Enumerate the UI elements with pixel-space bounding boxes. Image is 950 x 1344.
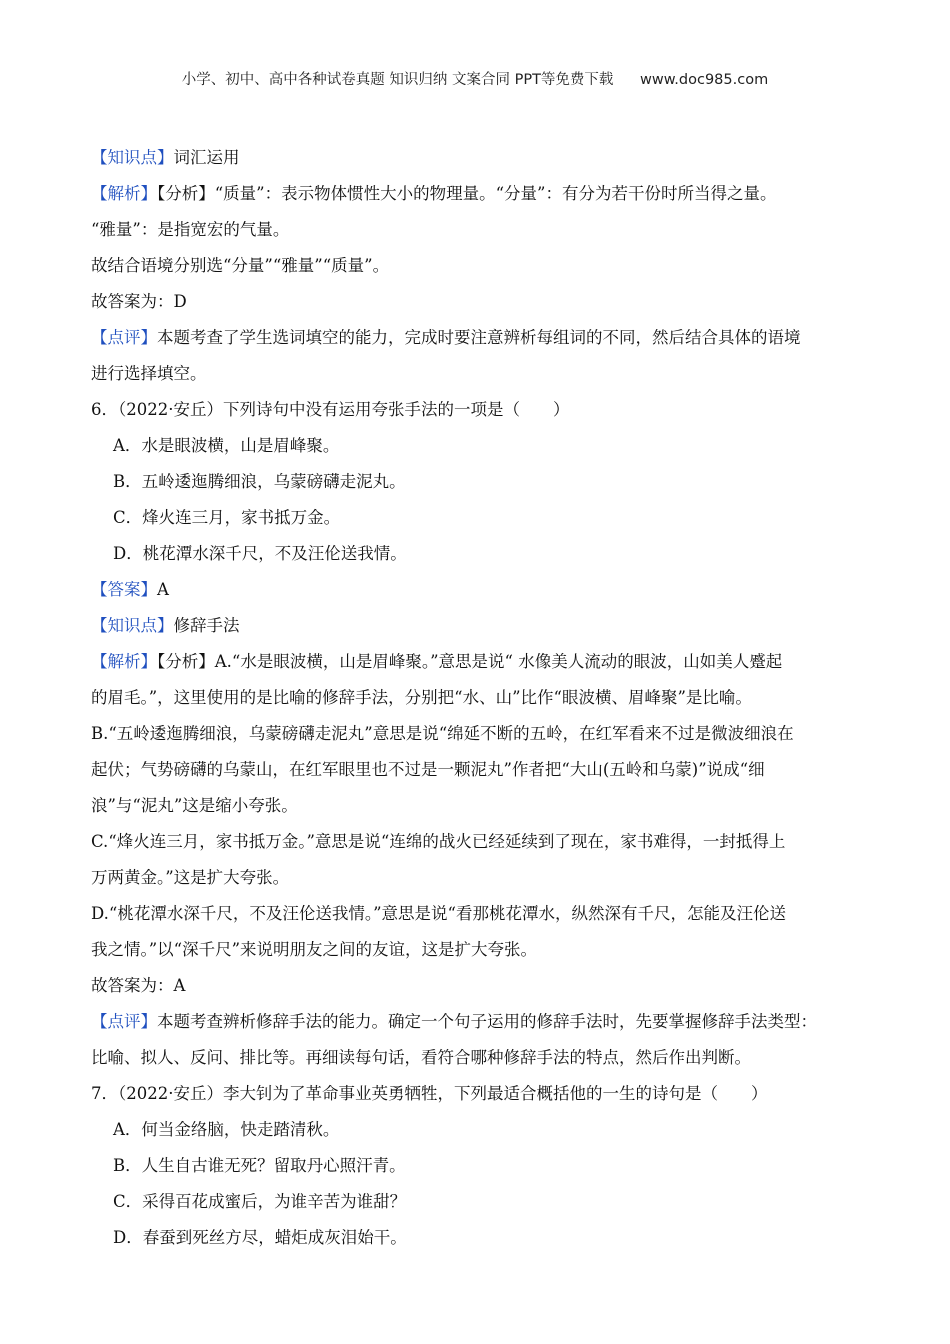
- review-text: 本题考查辨析修辞手法的能力。确定一个句子运用的修辞手法时，先要掌握修辞手法类型：: [157, 1012, 817, 1031]
- review-text: 本题考查了学生选词填空的能力，完成时要注意辨析每组词的不同，然后结合具体的语境: [157, 328, 801, 347]
- analysis-line: 浪”与“泥丸”这是缩小夸张。: [91, 796, 298, 815]
- analysis-line: [91, 176, 861, 212]
- question-7-option-d: D．春蚕到死丝方尽，蜡炬成灰泪始干。: [113, 1228, 407, 1247]
- review-line: [91, 1004, 861, 1040]
- knowledge-tag: 【知识点】: [91, 148, 174, 167]
- analysis-line: “雅量”：是指宽宏的气量。: [91, 220, 290, 239]
- analysis-line: B.“五岭逶迤腾细浪，乌蒙磅礴走泥丸”意思是说“绵延不断的五岭，在红军看来不过是微波细浪在: [91, 724, 794, 743]
- question-6-option-d: D．桃花潭水深千尺，不及汪伦送我情。: [113, 544, 407, 563]
- page-header: [0, 68, 950, 89]
- analysis-line: 我之情。”以“深千尺”来说明朋友之间的友谊，这是扩大夸张。: [91, 940, 538, 959]
- header-site[interactable]: www.doc985.com: [640, 72, 769, 88]
- header-title: 小学、初中、高中各种试卷真题 知识归纳 文案合同 PPT等免费下载: [181, 72, 614, 88]
- analysis-text: 【分析】A.“水是眼波横，山是眉峰聚。”意思是说“ 水像美人流动的眼波，山如美人蹙起: [157, 652, 783, 671]
- question-6-option-a: A．水是眼波横，山是眉峰聚。: [113, 436, 340, 455]
- analysis-tag: 【解析】: [91, 184, 157, 203]
- question-7-stem: 7．（2022·安丘）李大钊为了革命事业英勇牺牲，下列最适合概括他的一生的诗句是（ ）: [91, 1084, 768, 1103]
- final-answer-line: 故答案为：A: [91, 976, 186, 995]
- knowledge-text: 修辞手法: [173, 616, 240, 635]
- analysis-line: [91, 644, 861, 680]
- conclusion-line: 故结合语境分别选“分量”“雅量”“质量”。: [91, 256, 390, 275]
- analysis-line: C.“烽火连三月，家书抵万金。”意思是说“连绵的战火已经延续到了现在，家书难得，一封抵得上: [91, 832, 786, 851]
- question-7-option-b: B．人生自古谁无死？留取丹心照汗青。: [113, 1156, 406, 1175]
- question-7-option-a: A．何当金络脑，快走踏清秋。: [113, 1120, 340, 1139]
- answer-line: [91, 572, 861, 608]
- question-6-option-b: B．五岭逶迤腾细浪，乌蒙磅礴走泥丸。: [113, 472, 406, 491]
- knowledge-tag: 【知识点】: [91, 616, 174, 635]
- review-line: 进行选择填空。: [91, 364, 207, 383]
- question-6-option-c: C．烽火连三月，家书抵万金。: [113, 508, 341, 527]
- answer-tag: 【答案】: [91, 580, 157, 599]
- analysis-line: D.“桃花潭水深千尺，不及汪伦送我情。”意思是说“看那桃花潭水，纵然深有千尺，怎能及汪伦送: [91, 904, 786, 923]
- analysis-line: 起伏；气势磅礴的乌蒙山，在红军眼里也不过是一颗泥丸”作者把“大山(五岭和乌蒙)”说成“细: [91, 760, 765, 779]
- analysis-line: 万两黄金。”这是扩大夸张。: [91, 868, 290, 887]
- question-6-stem: 6．（2022·安丘）下列诗句中没有运用夸张手法的一项是（ ）: [91, 400, 570, 419]
- review-tag: 【点评】: [91, 1012, 157, 1031]
- question-7-option-c: C．采得百花成蜜后，为谁辛苦为谁甜？: [113, 1192, 407, 1211]
- knowledge-text: 词汇运用: [173, 148, 240, 167]
- review-line: 比喻、拟人、反问、排比等。再细读每句话，看符合哪种修辞手法的特点，然后作出判断。: [91, 1048, 751, 1067]
- knowledge-line: [91, 608, 861, 644]
- document-body: [91, 140, 861, 1256]
- review-line: [91, 320, 861, 356]
- knowledge-line: [91, 140, 861, 176]
- review-tag: 【点评】: [91, 328, 157, 347]
- analysis-text: 【分析】“质量”：表示物体惯性大小的物理量。“分量”：有分为若干份时所当得之量。: [157, 184, 777, 203]
- final-answer-line: 故答案为：D: [91, 292, 187, 311]
- analysis-tag: 【解析】: [91, 652, 157, 671]
- answer-value: A: [157, 580, 169, 599]
- analysis-line: 的眉毛。”，这里使用的是比喻的修辞手法，分别把“水、山”比作“眼波横、眉峰聚”是比喻。: [91, 688, 752, 707]
